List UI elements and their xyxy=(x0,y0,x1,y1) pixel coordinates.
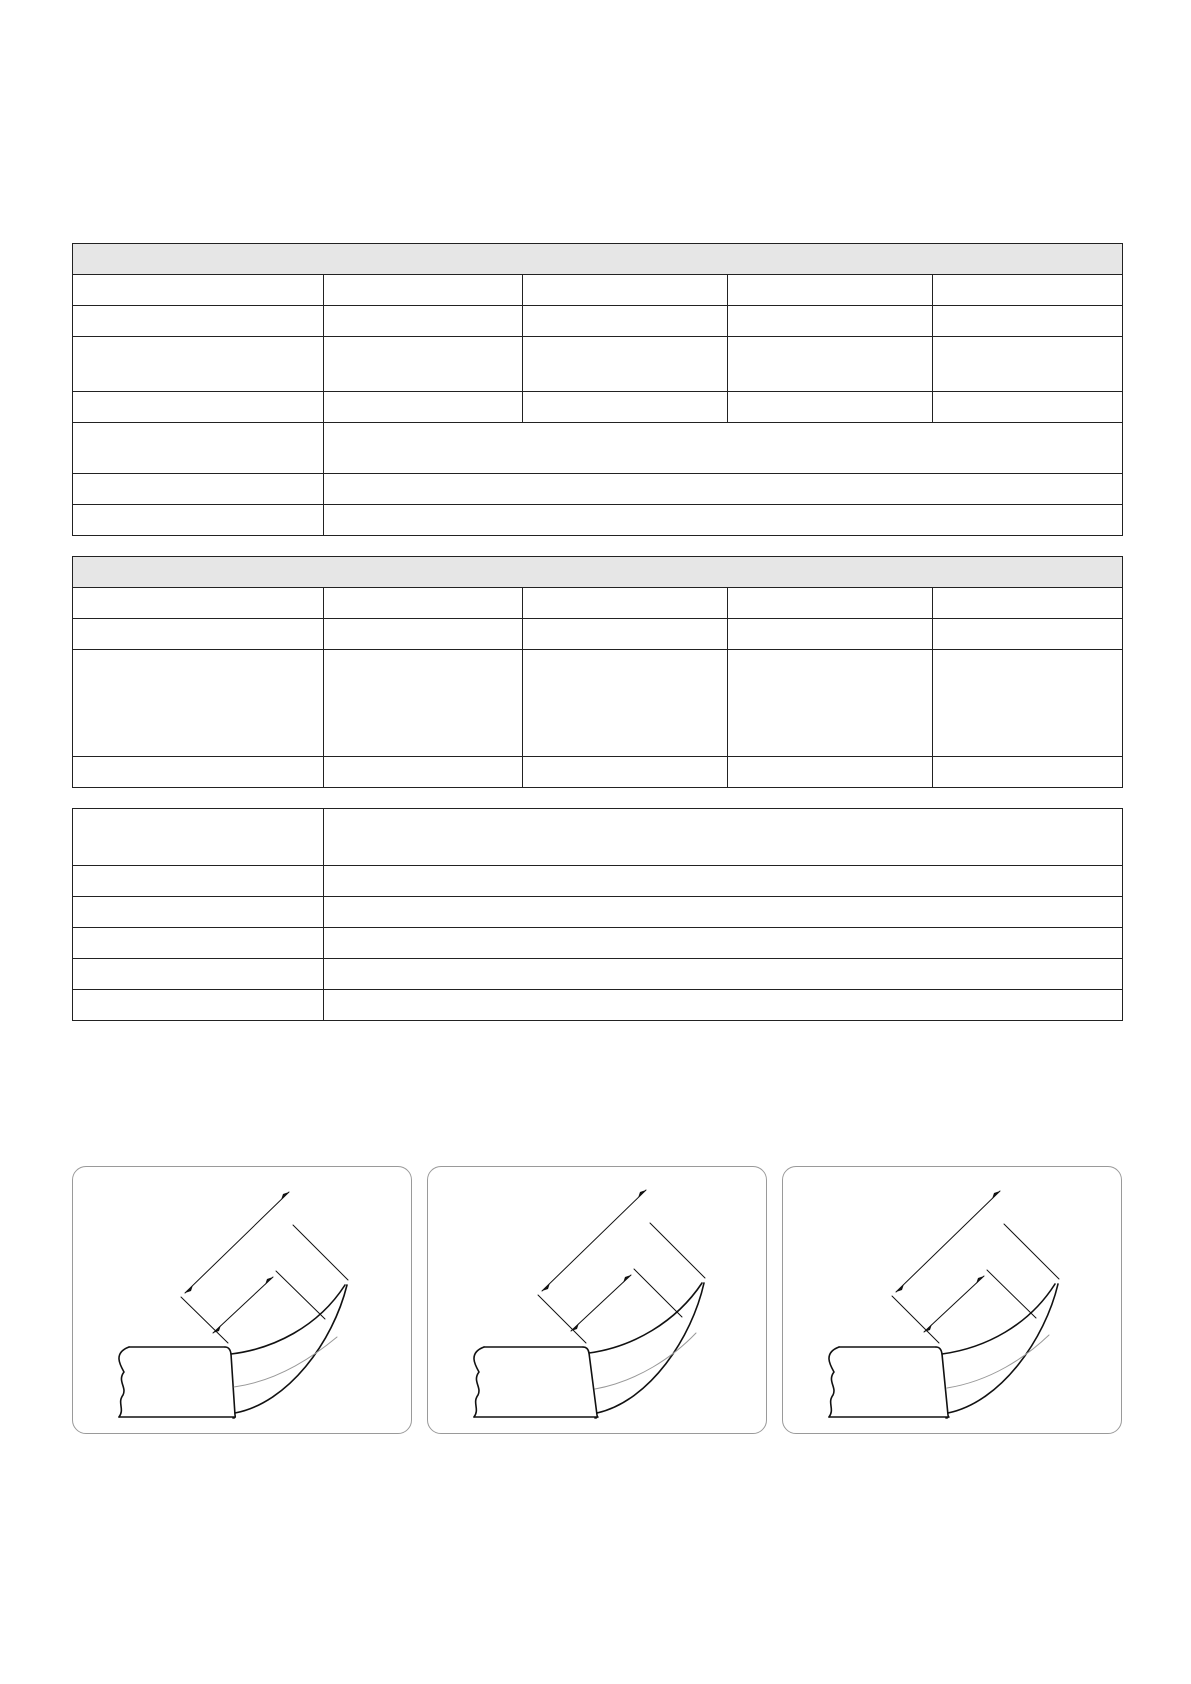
table-row-value xyxy=(324,866,1123,897)
blade-diagram-panel-1 xyxy=(72,1166,412,1434)
blade-profile-drawing xyxy=(783,1167,1121,1433)
table-cell xyxy=(73,392,324,423)
table-row-label xyxy=(73,928,324,959)
table-row-label xyxy=(73,866,324,897)
table-cell xyxy=(324,619,523,650)
table-cell xyxy=(728,392,933,423)
table-row-label xyxy=(73,990,324,1021)
spec-table-1 xyxy=(72,243,1123,536)
table-cell xyxy=(728,619,933,650)
table-row-label xyxy=(73,897,324,928)
table-row-label xyxy=(73,809,324,866)
table-cell xyxy=(324,275,523,306)
blade-diagram-panel-2 xyxy=(427,1166,767,1434)
table-cell xyxy=(523,588,728,619)
table-cell xyxy=(523,650,728,757)
table-cell xyxy=(728,650,933,757)
table-cell xyxy=(933,392,1123,423)
table-cell xyxy=(933,757,1123,788)
table-row-value xyxy=(324,990,1123,1021)
table-cell xyxy=(73,306,324,337)
table-cell xyxy=(523,392,728,423)
table-cell xyxy=(73,337,324,392)
table-cell xyxy=(73,275,324,306)
table-cell xyxy=(73,757,324,788)
table-row-value xyxy=(324,505,1123,536)
table-row-label xyxy=(73,959,324,990)
table-cell xyxy=(728,306,933,337)
table-cell xyxy=(73,619,324,650)
table-cell xyxy=(728,588,933,619)
table-row-value xyxy=(324,928,1123,959)
table-row-label xyxy=(73,423,324,474)
table-cell xyxy=(324,306,523,337)
table-cell xyxy=(728,757,933,788)
table-cell xyxy=(933,650,1123,757)
table-cell xyxy=(324,757,523,788)
table-row-value xyxy=(324,474,1123,505)
table-cell xyxy=(933,337,1123,392)
blade-profile-drawing xyxy=(73,1167,411,1433)
table-row-value xyxy=(324,423,1123,474)
table-row-value xyxy=(324,897,1123,928)
table-row-label xyxy=(73,474,324,505)
blade-diagram-panel-3 xyxy=(782,1166,1122,1434)
table-cell xyxy=(523,306,728,337)
table-row-value xyxy=(324,809,1123,866)
table-title xyxy=(73,244,1123,275)
table-cell xyxy=(933,588,1123,619)
spec-table-2 xyxy=(72,556,1123,788)
blade-profile-drawing xyxy=(428,1167,766,1433)
table-cell xyxy=(73,588,324,619)
table-cell xyxy=(933,619,1123,650)
table-cell xyxy=(324,588,523,619)
spec-table-3 xyxy=(72,808,1123,1021)
table-cell xyxy=(523,337,728,392)
table-cell xyxy=(933,275,1123,306)
table-cell xyxy=(73,650,324,757)
table-cell xyxy=(728,337,933,392)
table-cell xyxy=(933,306,1123,337)
table-cell xyxy=(728,275,933,306)
table-cell xyxy=(523,619,728,650)
table-cell xyxy=(324,392,523,423)
table-row-label xyxy=(73,505,324,536)
table-cell xyxy=(324,650,523,757)
table-title xyxy=(73,557,1123,588)
table-row-value xyxy=(324,959,1123,990)
table-cell xyxy=(523,275,728,306)
table-cell xyxy=(523,757,728,788)
table-cell xyxy=(324,337,523,392)
